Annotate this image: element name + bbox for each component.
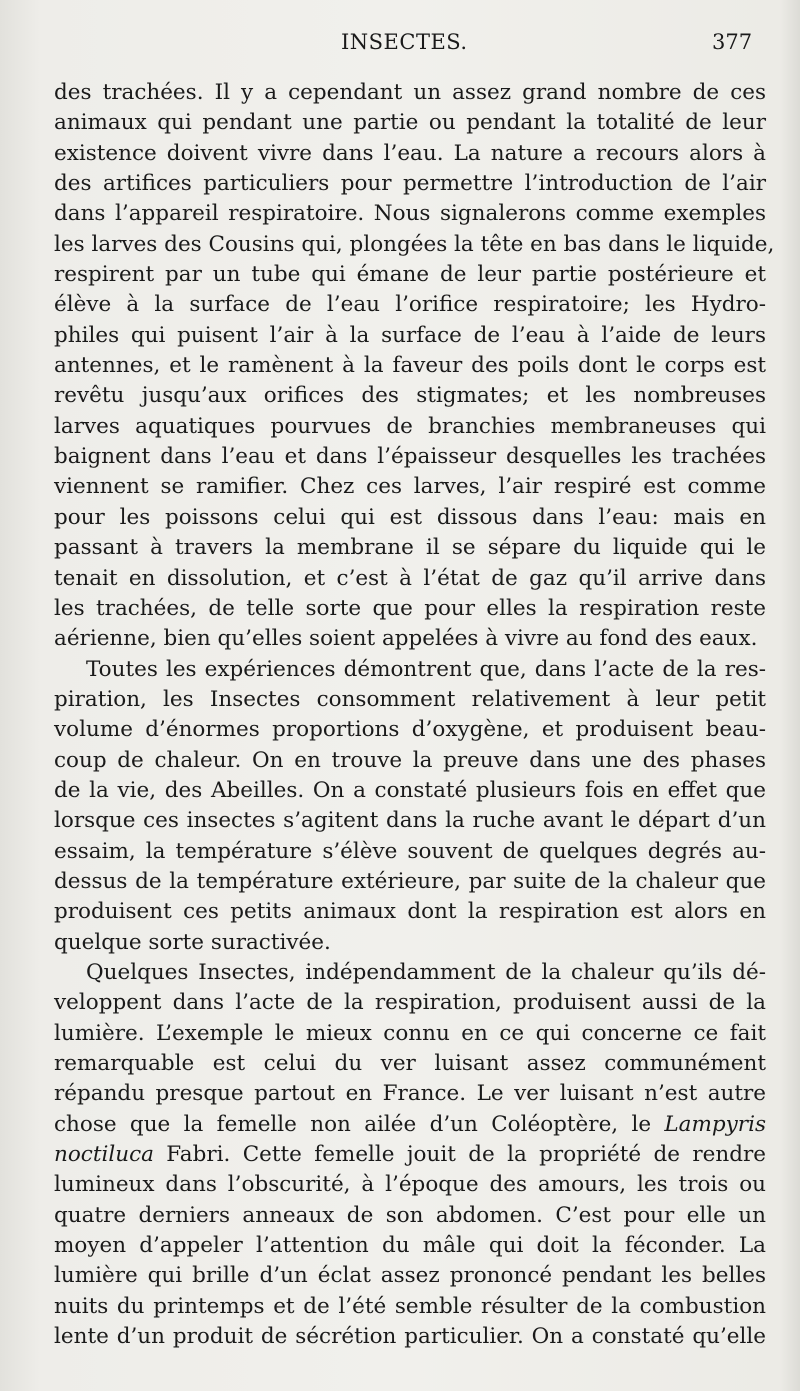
paragraph-start-line: Quelques Insectes, indépendamment de la chaleur qu’ils dé- — [86, 959, 766, 985]
paragraph-end-line: quelque sorte suractivée. — [54, 929, 331, 955]
text-line: nuits du printemps et de l’été semble résulter de la combustion — [54, 1293, 766, 1319]
text-line: viennent se ramifier. Chez ces larves, l’air respiré est comme — [54, 474, 766, 500]
text-line: animaux qui pendant une partie ou pendant la totalité de leur — [54, 110, 766, 136]
body-text — [54, 78, 775, 1352]
text-line: revêtu jusqu’aux orifices des stigmates; et les nombreuses — [54, 383, 766, 409]
text-line: élève à la surface de l’eau l’orifice respiratoire; les Hydro- — [54, 292, 766, 318]
text-line: des trachées. Il y a cependant un assez grand nombre de ces — [54, 80, 766, 105]
text-line: de la vie, des Abeilles. On a constaté plusieurs fois en effet que — [54, 777, 766, 803]
text-line: répandu presque partout en France. Le ver luisant n’est autre — [54, 1081, 766, 1107]
text-line: les trachées, de telle sorte que pour elles la respiration reste — [54, 595, 766, 621]
text-line: philes qui puisent l’air à la surface de l’eau à l’aide de leurs — [54, 322, 766, 348]
text-line: respirent par un tube qui émane de leur partie postérieure et — [54, 262, 766, 288]
page-number: 377 — [712, 30, 753, 54]
text-line: tenait en dissolution, et c’est à l’état de gaz qu’il arrive dans — [54, 565, 766, 591]
text-line: lorsque ces insectes s’agitent dans la ruche avant le départ d’un — [54, 808, 766, 834]
paragraph-start-line: Toutes les expériences démontrent que, dans l’acte de la res- — [86, 656, 766, 682]
text-line: moyen d’appeler l’attention du mâle qui doit la féconder. La — [54, 1233, 766, 1259]
running-head: INSECTES. — [341, 30, 468, 54]
text-line: pour les poissons celui qui est dissous dans l’eau: mais en — [54, 504, 766, 530]
text-line: volume d’énormes proportions d’oxygène, et produisent beau- — [54, 717, 766, 743]
text-line: antennes, et le ramènent à la faveur des poils dont le corps est — [54, 353, 766, 379]
text-line: dans l’appareil respiratoire. Nous signalerons comme exemples — [54, 201, 766, 227]
text-line: lumière. L’exemple le mieux connu en ce qui concerne ce fait — [54, 1020, 766, 1046]
text-line: les larves des Cousins qui, plongées la tête en bas dans le liquide, — [54, 231, 775, 257]
paragraph-end-line: aérienne, bien qu’elles soient appelées à vivre au fond des eaux. — [54, 626, 758, 652]
text-line: baignent dans l’eau et dans l’épaisseur desquelles les trachées — [54, 444, 766, 470]
page-header — [0, 30, 800, 62]
text-line: existence doivent vivre dans l’eau. La nature a recours alors à — [54, 140, 766, 166]
text-line: lumière qui brille d’un éclat assez prononcé pendant les belles — [54, 1263, 766, 1289]
text-line: coup de chaleur. On en trouve la preuve dans une des phases — [54, 747, 766, 773]
text-line: lente d’un produit de sécrétion particulier. On a constaté qu’elle — [54, 1324, 766, 1350]
text-line: des artifices particuliers pour permettre l’introduction de l’air — [54, 171, 766, 197]
text-line: remarquable est celui du ver luisant assez communément — [54, 1051, 766, 1076]
text-line: chose que la femelle non ailée d’un Coléoptère, le Lampyris — [54, 1111, 766, 1137]
text-line: veloppent dans l’acte de la respiration, produisent aussi de la — [54, 990, 766, 1016]
text-line: essaim, la température s’élève souvent de quelques degrés au- — [54, 838, 766, 864]
text-line: quatre derniers anneaux de son abdomen. C’est pour elle un — [54, 1202, 766, 1228]
text-line: piration, les Insectes consomment relativement à leur petit — [54, 686, 766, 712]
text-line: lumineux dans l’obscurité, à l’époque des amours, les trois ou — [54, 1172, 766, 1198]
text-line: noctiluca Fabri. Cette femelle jouit de la propriété de rendre — [54, 1142, 766, 1168]
text-line: produisent ces petits animaux dont la respiration est alors en — [54, 899, 766, 925]
text-line: larves aquatiques pourvues de branchies membraneuses qui — [54, 413, 766, 439]
text-line: dessus de la température extérieure, par suite de la chaleur que — [54, 868, 766, 894]
text-line: passant à travers la membrane il se sépare du liquide qui le — [54, 535, 766, 561]
